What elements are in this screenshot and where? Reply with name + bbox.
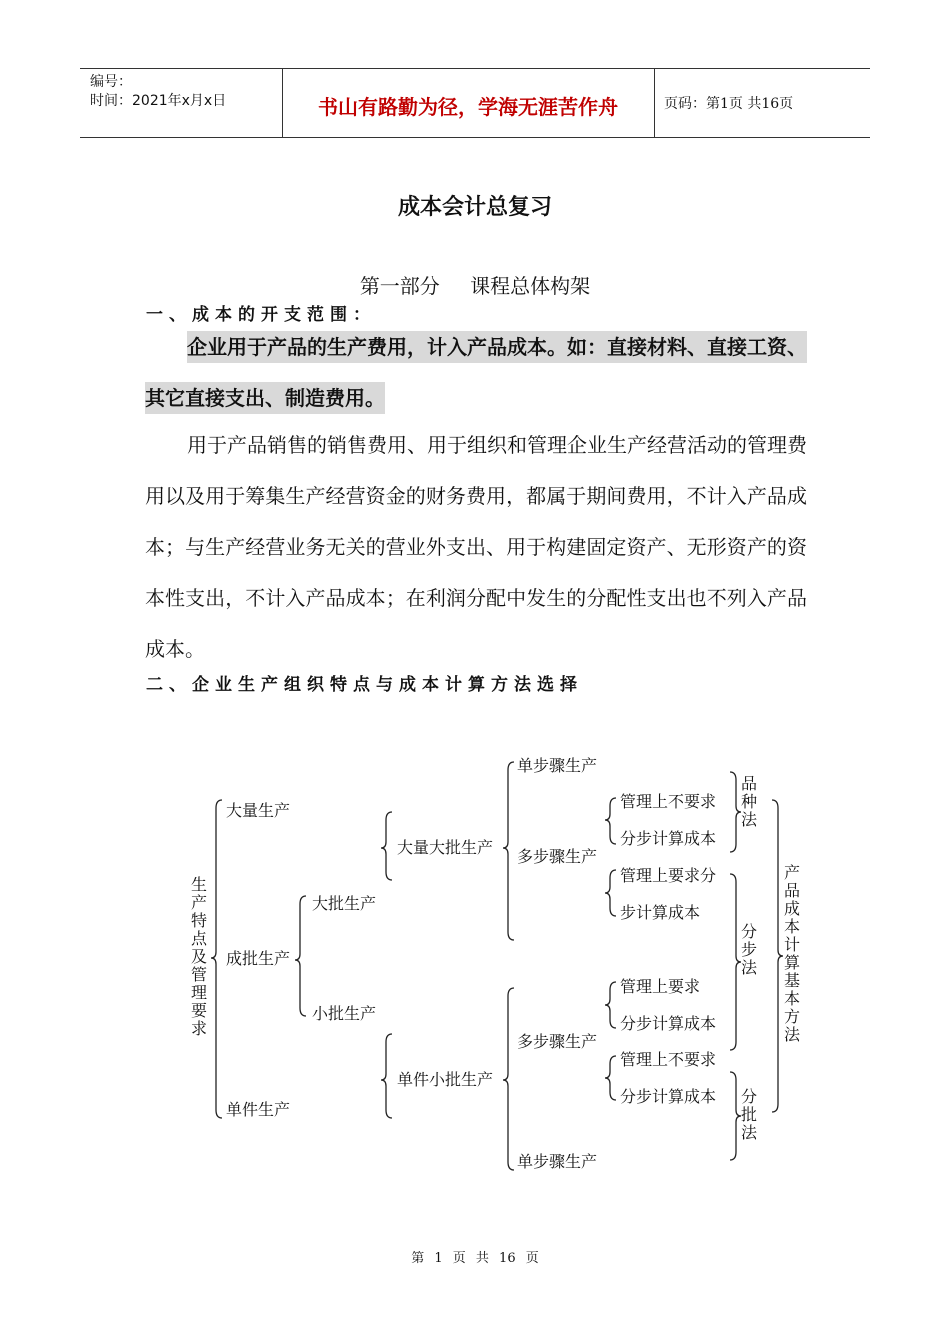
brace-multi-bottom-a (605, 982, 616, 1028)
node-single: 单件生产 (226, 1100, 291, 1119)
node-single-step-top: 单步骤生产 (517, 756, 598, 775)
node-small-batch: 小批生产 (312, 1004, 377, 1023)
node-mass-large: 大量大批生产 (397, 838, 494, 857)
basic-methods: 产品成本计算基本方法 (783, 863, 800, 1044)
brace-root (211, 800, 222, 1118)
brace-multi-top-a (605, 798, 616, 844)
brace-multi-top-b (605, 870, 616, 916)
time-label: 时间：2021年x月x日 (90, 93, 227, 109)
node-single-small: 单件小批生产 (397, 1070, 494, 1089)
brace-batch (295, 896, 306, 1016)
method-variety: 品种法 (740, 774, 757, 829)
section-heading-2: 二、企业生产组织特点与成本计算方法选择 (146, 675, 583, 695)
method-step: 分步法 (740, 922, 757, 977)
node-req-step-2a: 管理上要求 (620, 977, 701, 996)
node-batch: 成批生产 (226, 949, 291, 968)
header-motto: 书山有路勤为径，学海无涯苦作舟 (318, 95, 618, 119)
node-req-no-step-2a: 管理上不要求 (620, 1050, 717, 1069)
node-req-no-step-1b: 分步计算成本 (620, 829, 717, 848)
node-single-step-bottom: 单步骤生产 (517, 1152, 598, 1171)
node-req-step-1a: 管理上要求分 (620, 866, 717, 885)
node-req-step-1b: 步计算成本 (620, 903, 701, 922)
brace-mass-large (503, 762, 514, 940)
node-multi-step-top: 多步骤生产 (517, 847, 598, 866)
section-heading-1: 一、成本的开支范围： (146, 305, 376, 325)
brace-small (381, 1034, 392, 1118)
node-mass: 大量生产 (226, 801, 291, 820)
node-large-batch: 大批生产 (312, 894, 377, 913)
body-paragraph: 用于产品销售的销售费用、用于组织和管理企业生产经营活动的管理费用以及用于筹集生产经营资金的财务费用，都属于期间费用，不计入产品成本；与生产经营业务无关的营业外支出、用于构建固定资产、无形资产的资本性支出，不计入产品成本；在利润分配中发生的分配性支出也不列入产品成本。 (145, 433, 807, 661)
brace-multi-bottom-b (605, 1056, 616, 1100)
highlight-text: 企业用于产品的生产费用，计入产品成本。如：直接材料、直接工资、其它直接支出、制造费用。 (145, 331, 807, 414)
node-req-no-step-1a: 管理上不要求 (620, 792, 717, 811)
node-req-step-2b: 分步计算成本 (620, 1014, 717, 1033)
node-multi-step-bottom: 多步骤生产 (517, 1032, 598, 1051)
node-root: 生产特点及管理要求 (190, 875, 207, 1038)
method-batch: 分批法 (740, 1087, 757, 1142)
brace-large (381, 812, 392, 880)
brace-basic (772, 800, 783, 1112)
page-footer: 第 1 页 共 16 页 (411, 1251, 539, 1266)
brace-single-small (503, 988, 514, 1170)
node-req-no-step-2b: 分步计算成本 (620, 1087, 717, 1106)
part-title: 第一部分 课程总体构架 (359, 274, 591, 298)
header-page-info: 页码：第1页 共16页 (664, 96, 794, 112)
document-title: 成本会计总复习 (397, 195, 552, 220)
number-label: 编号： (90, 74, 132, 90)
